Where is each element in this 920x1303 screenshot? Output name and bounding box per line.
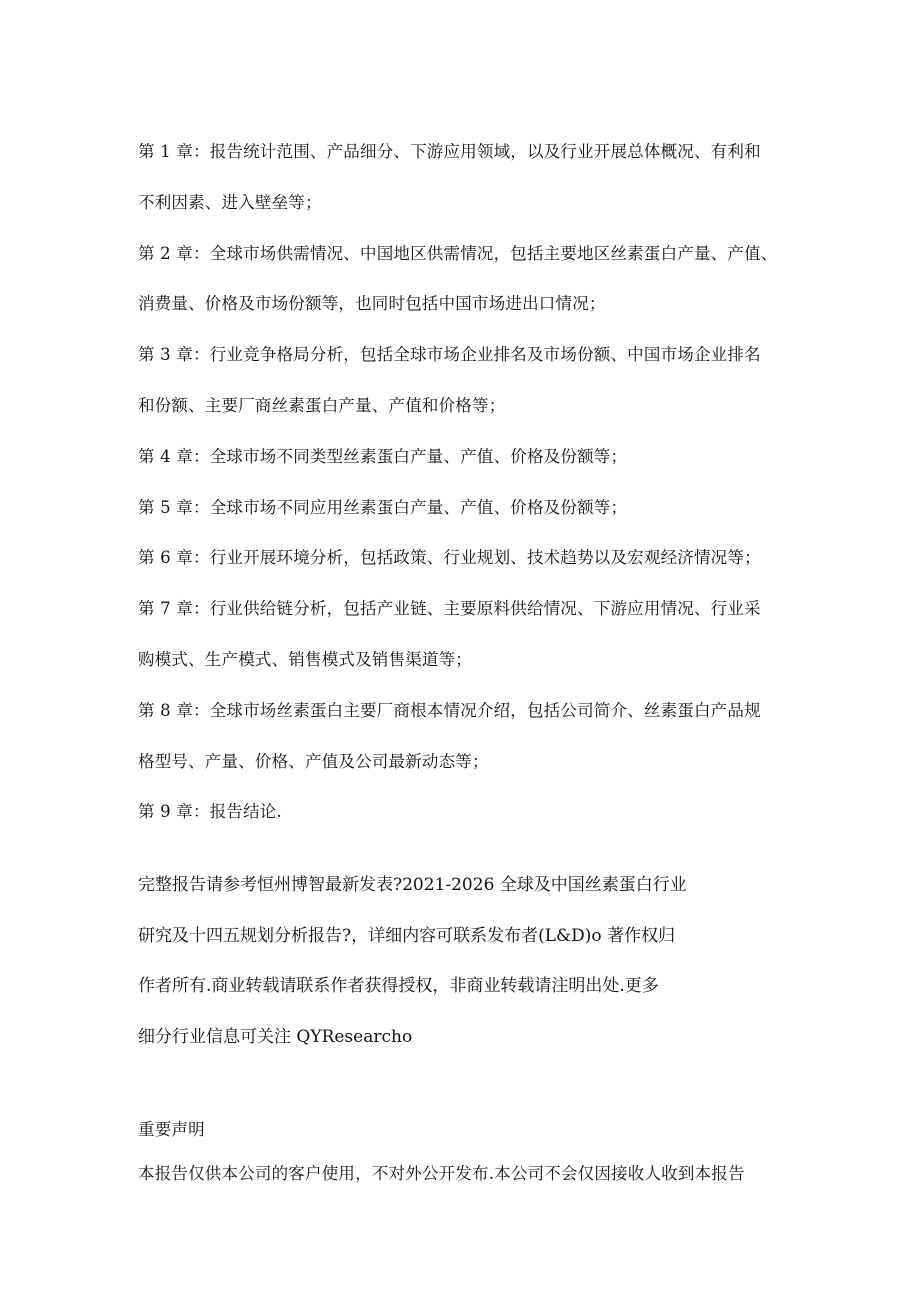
notice-line-2: 研究及十四五规划分析报告?，详细内容可联系发布者(L&D)o 著作权归	[138, 925, 676, 946]
report-notice	[138, 860, 758, 1062]
notice-line-3: 作者所有.商业转载请联系作者获得授权，非商业转载请注明出处.更多	[138, 976, 659, 996]
notice-line-1: 完整报告请参考恒州博智最新发表?2021-2026 全球及中国丝素蛋白行业	[138, 875, 687, 895]
disclaimer-heading: 重要声明	[138, 1120, 205, 1139]
chapter-7-line-2: 购模式、生产模式、销售模式及销售渠道等；	[138, 649, 472, 669]
chapter-9-line: 第 9 章：报告结论.	[138, 802, 282, 822]
chapter-1-line-2: 不利因素、进入壁垒等；	[138, 192, 322, 212]
chapter-8-line-2: 格型号、产量、价格、产值及公司最新动态等；	[138, 751, 489, 771]
chapter-3-line-1: 第 3 章：行业竞争格局分析，包括全球市场企业排名及市场份额、中国市场企业排名	[138, 345, 761, 365]
chapter-2-line-2: 消费量、价格及市场份额等，也同时包括中国市场进出口情况；	[138, 294, 606, 314]
chapter-8-line-1: 第 8 章：全球市场丝素蛋白主要厂商根本情况介绍，包括公司简介、丝素蛋白产品规	[138, 700, 761, 720]
chapter-6-line: 第 6 章：行业开展环境分析，包括政策、行业规划、技术趋势以及宏观经济情况等；	[138, 548, 761, 568]
chapter-5-line: 第 5 章：全球市场不同应用丝素蛋白产量、产值、价格及份额等；	[138, 497, 628, 517]
chapter-3-line-2: 和份额、主要厂商丝素蛋白产量、产值和价格等；	[138, 395, 506, 415]
chapter-4-line: 第 4 章：全球市场不同类型丝素蛋白产量、产值、价格及份额等；	[138, 446, 628, 466]
chapter-2-line-1: 第 2 章：全球市场供需情况、中国地区供需情况，包括主要地区丝素蛋白产量、产值、	[138, 243, 778, 263]
notice-line-4: 细分行业信息可关注 QYResearcho	[138, 1026, 413, 1047]
chapter-7-line-1: 第 7 章：行业供给链分析，包括产业链、主要原料供给情况、下游应用情况、行业采	[138, 599, 761, 619]
disclaimer-text: 本报告仅供本公司的客户使用，不对外公开发布.本公司不会仅因接收人收到本报告	[138, 1164, 745, 1183]
chapter-1-line-1: 第 1 章：报告统计范围、产品细分、下游应用领域，以及行业开展总体概况、有利和	[138, 142, 761, 161]
disclaimer-section	[138, 1108, 828, 1196]
chapter-list	[138, 127, 828, 838]
